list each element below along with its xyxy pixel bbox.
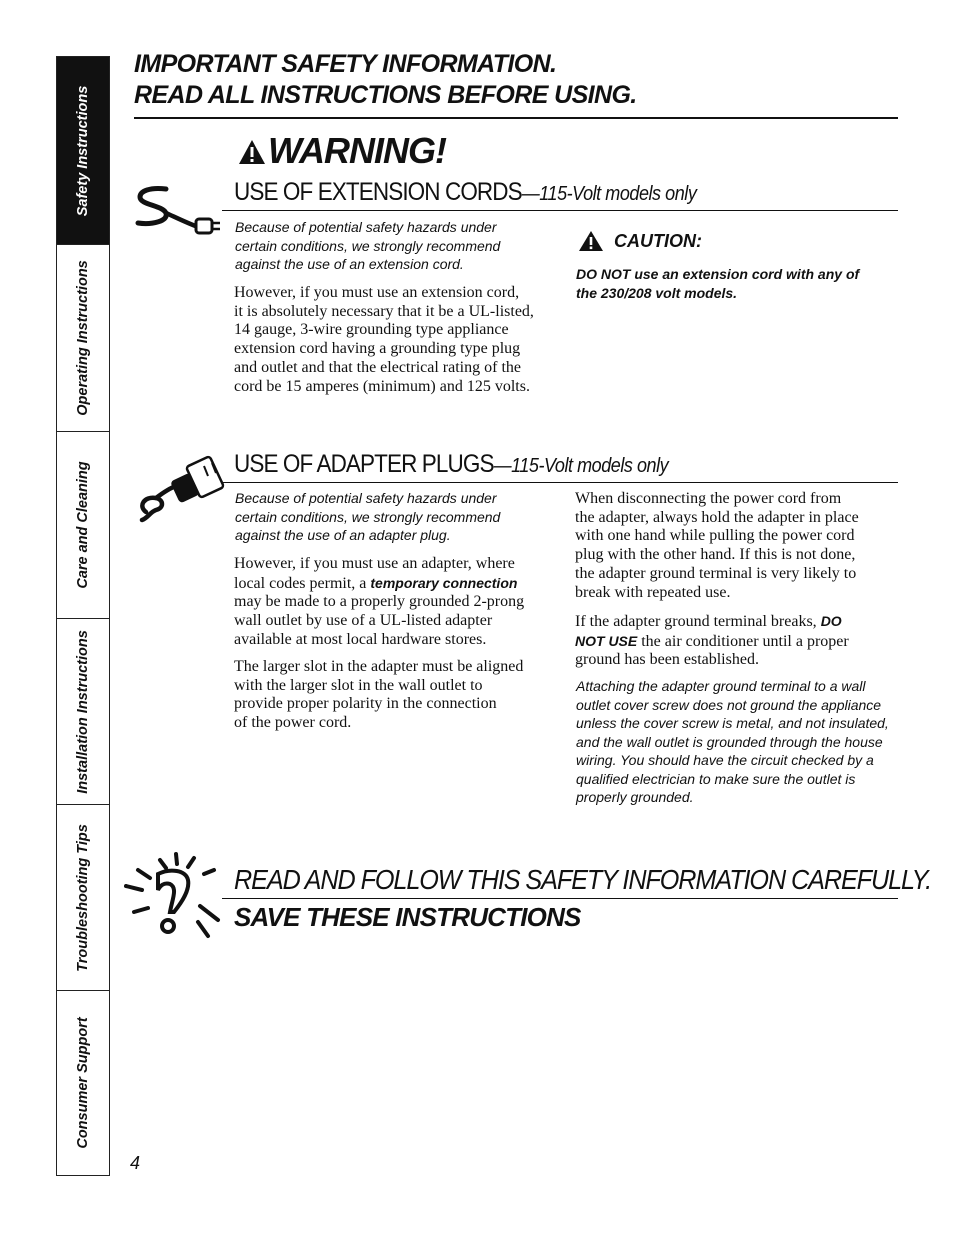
adapter-breaks-para xyxy=(575,612,849,670)
body-line: provide proper polarity in the connection xyxy=(234,695,497,713)
adapter-plugs-para1 xyxy=(234,555,524,650)
temporary-connection-emphasis: temporary connection xyxy=(370,574,518,591)
body-line: 14 gauge, 3-wire grounding type appliance xyxy=(234,321,509,339)
adapter-ground-note xyxy=(576,677,889,807)
caution-line: the 230/208 volt models. xyxy=(576,284,738,301)
tab-consumer-support[interactable] xyxy=(57,991,109,1175)
caution-text xyxy=(576,265,886,302)
caution-line: DO NOT use an extension cord with any of xyxy=(576,266,860,282)
intro-line: against the use of an extension cord. xyxy=(235,256,464,272)
tab-label: Troubleshooting Tips xyxy=(75,823,91,972)
body-line: it is absolutely necessary that it be a UL-listed, xyxy=(234,302,534,320)
read-follow-heading: READ AND FOLLOW THIS SAFETY INFORMATION CAREFULLY. xyxy=(234,864,932,895)
note-line: and the wall outlet is grounded through the house xyxy=(576,733,883,750)
note-line: properly grounded. xyxy=(576,789,694,805)
tab-label: Care and Cleaning xyxy=(75,461,91,589)
body-line xyxy=(234,574,524,594)
tab-label: Installation Instructions xyxy=(75,629,91,794)
intro-line: certain conditions, we strongly recommend xyxy=(235,508,501,525)
note-line: outlet cover screw does not ground the appliance xyxy=(576,696,882,713)
tab-installation-instructions[interactable] xyxy=(57,619,109,805)
extension-cords-divider xyxy=(222,210,898,211)
adapter-plugs-subtitle: —115-Volt models only xyxy=(493,455,669,477)
body-line: with the larger slot in the wall outlet to xyxy=(234,676,483,694)
adapter-plugs-intro xyxy=(235,489,500,545)
body-line: plug with the other hand. If this is not done, xyxy=(575,546,856,564)
page-header-line1: IMPORTANT SAFETY INFORMATION. xyxy=(134,50,557,78)
warning-triangle-icon xyxy=(238,139,266,165)
adapter-plugs-para2 xyxy=(234,658,523,733)
note-line: unless the cover screw is metal, and not insulated, xyxy=(576,715,889,731)
adapter-disconnect-para xyxy=(575,490,859,602)
body-line: However, if you must use an adapter, where xyxy=(234,555,515,572)
body-text: If the adapter ground terminal breaks, xyxy=(575,613,821,630)
extension-cords-intro xyxy=(235,218,500,274)
caution-title: CAUTION: xyxy=(614,231,702,251)
body-line xyxy=(575,632,849,652)
note-line: qualified electrician to make sure the outlet is xyxy=(576,770,856,787)
body-line: The larger slot in the adapter must be aligned xyxy=(234,658,524,675)
extension-cords-title xyxy=(234,178,696,207)
body-text: local codes permit, a xyxy=(234,574,371,592)
save-instructions-heading: SAVE THESE INSTRUCTIONS xyxy=(234,902,581,932)
body-line: may be made to a properly grounded 2-prong xyxy=(234,593,525,611)
body-line: the adapter, always hold the adapter in place xyxy=(575,508,859,526)
adapter-plugs-title-text: USE OF ADAPTER PLUGS xyxy=(234,450,494,478)
body-line: with one hand while pulling the power cord xyxy=(575,527,855,545)
adapter-plugs-divider xyxy=(222,482,898,483)
intro-line: against the use of an adapter plug. xyxy=(235,527,451,543)
footer-divider xyxy=(222,898,898,899)
body-line: of the power cord. xyxy=(234,714,352,732)
adapter-plug-icon xyxy=(134,452,226,526)
warning-title: WARNING! xyxy=(268,130,446,171)
extension-cord-icon xyxy=(132,183,224,239)
extension-cords-subtitle: —115-Volt models only xyxy=(521,183,697,205)
tab-care-and-cleaning[interactable] xyxy=(57,432,109,619)
body-line: ground has been established. xyxy=(575,651,759,669)
do-emphasis: DO xyxy=(820,613,842,629)
intro-line: certain conditions, we strongly recommend xyxy=(235,237,501,254)
page-number: 4 xyxy=(130,1153,141,1173)
header-divider xyxy=(134,117,898,119)
tab-label: Operating Instructions xyxy=(75,260,91,416)
tab-operating-instructions[interactable] xyxy=(57,245,109,432)
tab-troubleshooting-tips[interactable] xyxy=(57,805,109,991)
body-line: However, if you must use an extension cord, xyxy=(234,284,520,301)
tab-label: Consumer Support xyxy=(75,1017,91,1149)
exclamation-burst-icon xyxy=(120,850,226,946)
body-line: break with repeated use. xyxy=(575,583,731,601)
body-line: and outlet and that the electrical rating of the xyxy=(234,358,521,376)
section-tabs xyxy=(56,56,110,1176)
body-line: wall outlet by use of a UL-listed adapter xyxy=(234,612,493,630)
body-line: extension cord having a grounding type plug xyxy=(234,340,521,358)
intro-line: Because of potential safety hazards under xyxy=(235,490,497,506)
body-line: When disconnecting the power cord from xyxy=(575,490,842,507)
note-line: wiring. You should have the circuit checked by a xyxy=(576,752,874,768)
caution-triangle-icon xyxy=(578,230,604,252)
body-line: available at most local hardware stores. xyxy=(234,630,487,648)
body-line: cord be 15 amperes (minimum) and 125 volts. xyxy=(234,377,530,395)
not-use-emphasis: NOT USE xyxy=(575,632,638,649)
intro-line: Because of potential safety hazards under xyxy=(235,219,497,235)
extension-cords-body xyxy=(234,284,534,396)
tab-safety-instructions[interactable] xyxy=(57,57,109,245)
extension-cords-title-text: USE OF EXTENSION CORDS xyxy=(234,178,522,206)
tab-label: Safety Instructions xyxy=(75,85,91,216)
adapter-plugs-title xyxy=(234,450,668,479)
note-line: Attaching the adapter ground terminal to a wall xyxy=(576,678,866,694)
body-line: the adapter ground terminal is very likely to xyxy=(575,564,857,582)
body-line xyxy=(575,612,849,632)
body-text: the air conditioner until a proper xyxy=(637,632,849,650)
page-header-line2: READ ALL INSTRUCTIONS BEFORE USING. xyxy=(134,81,637,109)
